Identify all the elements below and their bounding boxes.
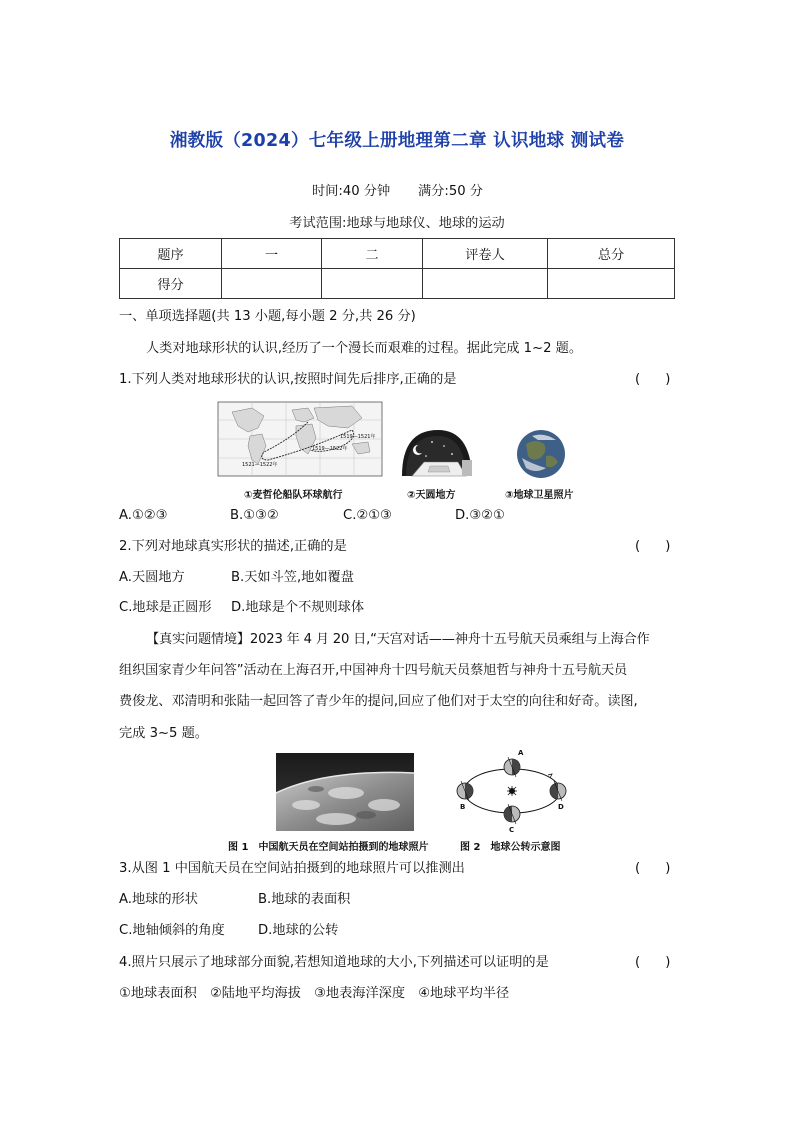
- figure-caption: ②天圆地方: [407, 490, 456, 501]
- figure-caption: ③地球卫星照片: [505, 490, 574, 501]
- route-label: 1521—1522年: [242, 462, 278, 468]
- question-4-stem: 4.照片只展示了地球部分面貌,若想知道地球的大小,下列描述可以证明的是: [119, 955, 549, 970]
- route-label: 1519—1521年: [340, 434, 376, 440]
- position-label: C: [509, 826, 515, 834]
- position-label: A: [518, 749, 524, 757]
- table-header-cell: 二: [322, 239, 423, 269]
- score-cell[interactable]: [423, 269, 548, 299]
- passage-line: 组织国家青少年问答”活动在上海召开,中国神舟十四号航天员蔡旭哲与神舟十五号航天员: [119, 663, 628, 678]
- passage-line: 【真实问题情境】2023 年 4 月 20 日,“天宫对话——神舟十五号航天员乘组与上海合作: [146, 632, 650, 647]
- option-c[interactable]: C.地轴倾斜的角度: [119, 923, 225, 938]
- question-4-choices: ①地球表面积 ②陆地平均海拔 ③地表海洋深度 ④地球平均半径: [119, 986, 510, 1001]
- space-station-earth-photo: [276, 753, 414, 831]
- table-row: [120, 269, 675, 299]
- option-c[interactable]: C.地球是正圆形: [119, 600, 212, 615]
- section-intro: 人类对地球形状的认识,经历了一个漫长而艰难的过程。据此完成 1~2 题。: [146, 341, 583, 356]
- time-label: 时间:40 分钟: [312, 184, 391, 199]
- passage-line: 完成 3~5 题。: [119, 726, 208, 741]
- option-d[interactable]: D.③②①: [455, 508, 505, 523]
- figure-caption: 图 2 地球公转示意图: [460, 842, 561, 853]
- table-header-cell: 总分: [548, 239, 675, 269]
- answer-paren: ( ): [635, 861, 671, 876]
- table-header-cell: 一: [222, 239, 322, 269]
- option-b[interactable]: B.天如斗笠,地如覆盘: [231, 570, 354, 585]
- exam-scope: 考试范围:地球与地球仪、地球的运动: [289, 216, 505, 231]
- passage-line: 费俊龙、邓清明和张陆一起回答了青少年的提问,回应了他们对于太空的向往和好奇。读图,: [119, 694, 638, 709]
- question-1-stem: 1.下列人类对地球形状的认识,按照时间先后排序,正确的是: [119, 372, 457, 387]
- answer-paren: ( ): [635, 539, 671, 554]
- full-score-label: 满分:50 分: [418, 184, 483, 199]
- score-cell[interactable]: [222, 269, 322, 299]
- figure-caption: ①麦哲伦船队环球航行: [244, 490, 343, 501]
- row-label-cell: 得分: [120, 269, 222, 299]
- option-c[interactable]: C.②①③: [343, 508, 392, 523]
- option-b[interactable]: B.地球的表面积: [258, 892, 351, 907]
- position-label: B: [460, 803, 466, 811]
- option-a[interactable]: A.地球的形状: [119, 892, 198, 907]
- table-header-cell: 评卷人: [423, 239, 548, 269]
- page-title: 湘教版（2024）七年级上册地理第二章 认识地球 测试卷: [169, 131, 625, 151]
- question-2-stem: 2.下列对地球真实形状的描述,正确的是: [119, 539, 347, 554]
- option-a[interactable]: A.天圆地方: [119, 570, 185, 585]
- score-cell[interactable]: [322, 269, 423, 299]
- earth-position-b: [457, 781, 473, 801]
- route-label: 1519—1522年: [312, 446, 348, 452]
- table-header-row: [120, 239, 675, 269]
- magellan-route-map: [212, 398, 388, 482]
- figure-caption: 图 1 中国航天员在空间站拍摄到的地球照片: [228, 842, 429, 853]
- earth-satellite-photo: [512, 428, 570, 480]
- earth-position-a: [504, 757, 520, 777]
- option-d[interactable]: D.地球是个不规则球体: [231, 600, 365, 615]
- answer-paren: ( ): [635, 372, 671, 387]
- question-3-stem: 3.从图 1 中国航天员在空间站拍摄到的地球照片可以推测出: [119, 861, 465, 876]
- option-b[interactable]: B.①③②: [230, 508, 279, 523]
- position-label: D: [558, 803, 564, 811]
- section-heading: 一、单项选择题(共 13 小题,每小题 2 分,共 26 分): [119, 309, 416, 324]
- earth-position-c: [504, 804, 520, 824]
- earth-position-d: [550, 781, 566, 801]
- sky-dome-illustration: [396, 426, 476, 480]
- option-a[interactable]: A.①②③: [119, 508, 168, 523]
- earth-revolution-diagram: [448, 747, 580, 835]
- answer-paren: ( ): [635, 955, 671, 970]
- score-table: [119, 238, 675, 299]
- option-d[interactable]: D.地球的公转: [258, 923, 339, 938]
- score-cell[interactable]: [548, 269, 675, 299]
- table-header-cell: 题序: [120, 239, 222, 269]
